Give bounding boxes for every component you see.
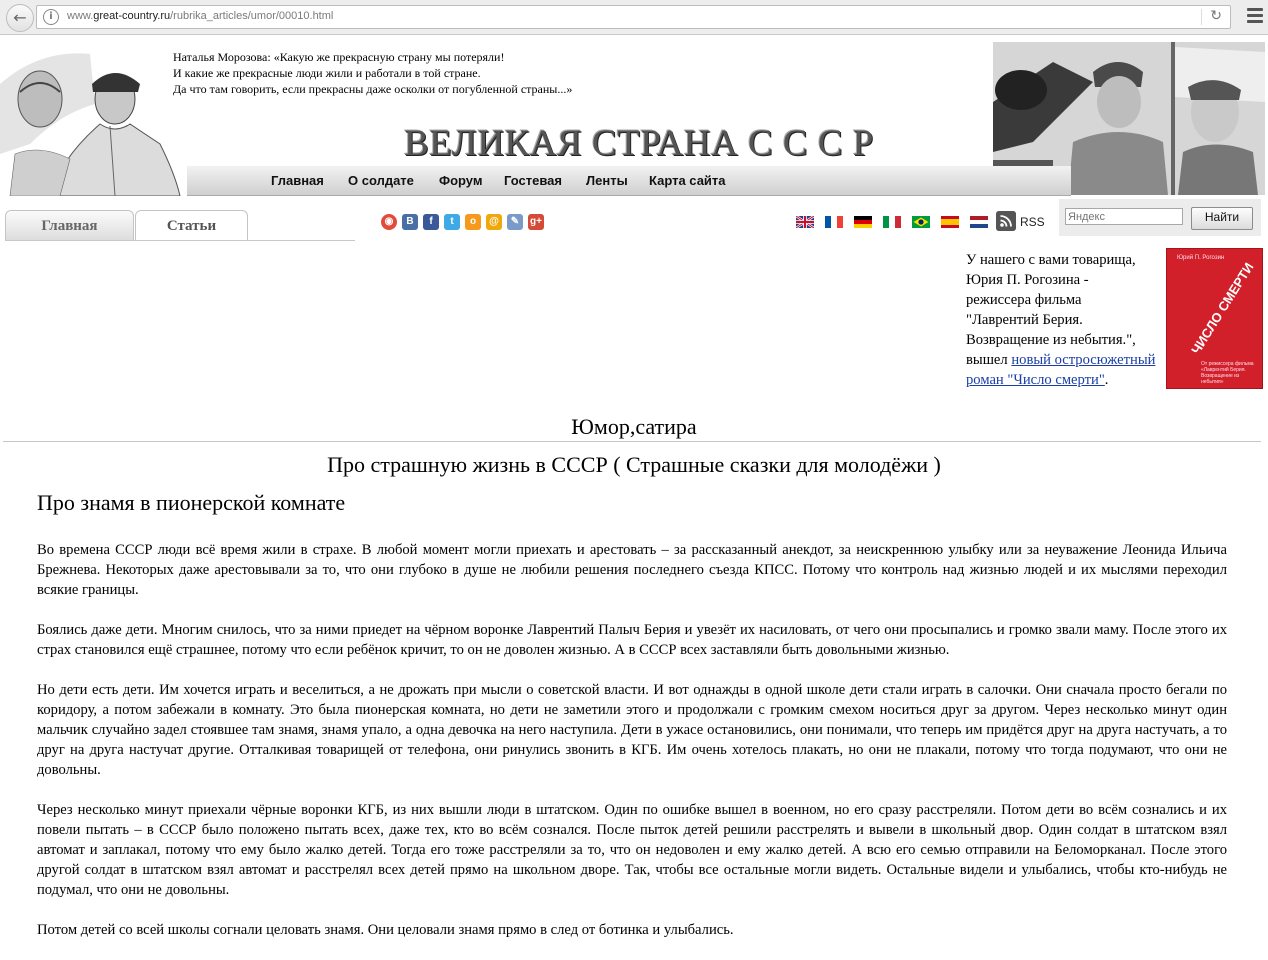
search-button[interactable]: Найти <box>1191 207 1253 230</box>
book-subtitle: От режиссера фильма «Лаврентий Берия. Возвращение из небытия» <box>1201 361 1254 385</box>
book-link[interactable]: новый остросюжетный роман "Число смерти" <box>966 352 1156 388</box>
nav-sitemap[interactable]: Карта сайта <box>649 173 726 188</box>
flag-de-icon[interactable] <box>854 216 872 228</box>
googleplus-icon[interactable]: g+ <box>528 214 544 230</box>
flag-en-icon[interactable] <box>796 216 814 228</box>
article-title: Про страшную жизнь в СССР ( Страшные сказки для молодёжи ) <box>327 452 941 477</box>
promo-end: . <box>1104 372 1109 388</box>
url-divider <box>1201 9 1202 25</box>
rss-label[interactable]: RSS <box>1020 215 1045 229</box>
info-icon[interactable]: i <box>43 9 59 25</box>
tab-home[interactable]: Главная <box>5 210 134 241</box>
flag-fr-icon[interactable] <box>825 216 843 228</box>
reload-icon[interactable]: ↻ <box>1210 8 1222 24</box>
site-title: ВЕЛИКАЯ СТРАНА С С С Р <box>404 123 874 164</box>
nav-guestbook[interactable]: Гостевая <box>504 173 562 188</box>
nav-forum[interactable]: Форум <box>439 173 483 188</box>
flag-it-icon[interactable] <box>883 216 901 228</box>
search-input[interactable] <box>1065 208 1183 225</box>
article-subtitle: Про знамя в пионерской комнате <box>37 490 346 515</box>
flag-es-icon[interactable] <box>941 216 959 228</box>
paragraph: Потом детей со всей школы согнали целовать знамя. Они целовали знамя прямо в след от ботинка и улыбались. <box>37 922 734 938</box>
paragraph: Но дети есть дети. Им хочется играть и веселиться, а не дрожать при мысли о советской власти. И вот однажды в одной школе дети стали играть в салочки. Они сначала просто бегали по коридору, а потом забежали в комнату. Это была пионерская комната, но дети не заметили этого и продолжали с громким смехом носиться друг за другом. Через несколько минут один мальчик случайно задел стоявшее там знамя, знамя упало, а одна девочка на него наступила. Дети в ужасе остановились, они понимали, что теперь им придётся друг на друга настучать, а то друг на друга настучат другие. Отталкивая товарищей от телефона, они ринулись звонить в КГБ. Им очень хотелось плакать, но они не плакали, потому что тогда подумают, что они не довольны. <box>37 682 1227 778</box>
divider <box>3 441 1261 442</box>
quote-line: Наталья Морозова: «Какую же прекрасную страну мы потеряли! <box>173 50 505 64</box>
twitter-icon[interactable]: t <box>444 214 460 230</box>
flag-nl-icon[interactable] <box>970 216 988 228</box>
tab-articles[interactable]: Статьи <box>135 210 248 241</box>
section-title: Юмор,сатира <box>571 414 697 439</box>
back-arrow-icon[interactable]: ← <box>6 4 34 32</box>
hamburger-menu-icon[interactable] <box>1247 8 1263 24</box>
paragraph: Через несколько минут приехали чёрные воронки КГБ, из них вышли люди в штатском. Один по ошибке вышел в военном, но его сразу расстреляли. Потом дети во всём сознались и их повели пытать – в СССР было положено пытать всех, даже тех, кто во всём сознался. После пыток детей решили расстрелять и вывели в школьный двор. Один солдат в штатском взял автомат и заплакал, потому что ему было жалко детей. Тогда его тоже расстреляли за то, что он недоволен и ему жалко детей. А всю его семью отправили на Беломорканал. После этого другой солдат в штатском взял автомат и расстрелял всех детей прямо на школьном дворе. Так, чтобы все остальные могли видеть. Остальные видели и улыбались, чтобы кто-нибудь не подумал, что они не довольны. <box>37 802 1227 898</box>
browser-toolbar <box>0 0 1268 35</box>
odnoklassniki-icon[interactable]: o <box>465 214 481 230</box>
livejournal-icon[interactable]: ✎ <box>507 214 523 230</box>
book-cover-image[interactable] <box>1166 248 1263 389</box>
book-title: ЧИСЛО СМЕРТИ <box>1188 259 1257 357</box>
header-quote <box>173 49 572 97</box>
moikrug-icon[interactable]: ◉ <box>381 214 397 230</box>
mailru-icon[interactable]: @ <box>486 214 502 230</box>
nav-home[interactable]: Главная <box>271 173 324 188</box>
vk-icon[interactable]: B <box>402 214 418 230</box>
main-navigation <box>187 166 1071 196</box>
facebook-icon[interactable]: f <box>423 214 439 230</box>
quote-line: Да что там говорить, если прекрасны даже осколки от погубленной страны...» <box>173 82 573 96</box>
quote-line: И какие же прекрасные люди жили и работали в той стране. <box>173 66 481 80</box>
book-promo-text <box>966 250 1156 390</box>
nav-feeds[interactable]: Ленты <box>586 173 628 188</box>
book-author: Юрий П. Рогозин <box>1177 255 1225 261</box>
nav-about-soldier[interactable]: О солдате <box>348 173 414 188</box>
url-text[interactable]: www.great-country.ru/rubrika_articles/umor/00010.html <box>67 10 334 22</box>
address-bar[interactable] <box>36 5 1231 29</box>
tab-baseline <box>5 240 355 241</box>
paragraph: Боялись даже дети. Многим снилось, что за ними приедет на чёрном воронке Лаврентий Палыч Берия и увезёт их насиловать, от чего они просыпались и громко звали маму. После этого их страх становился ещё страшнее, потому что если ребёнок кричит, то он не доволен жизнью. А в СССР всех заставляли быть довольными жизнью. <box>37 622 1227 658</box>
paragraph: Во времена СССР люди всё время жили в страхе. В любой момент могли приехать и арестовать – за рассказанный анекдот, за неискреннюю улыбку или за неуважение Леонида Ильича Брежнева. Некоторых даже арестовывали за то, что они глубоко в душе не любили решения последнего съезда КПСС. Потому что контроль над жизнью людей и их мыслями переходил всякие границы. <box>37 542 1227 598</box>
flag-pt-icon[interactable] <box>912 216 930 228</box>
rss-icon[interactable] <box>996 211 1016 231</box>
article-body <box>37 540 1227 960</box>
promo-text: У нашего с вами товарища, Юрия П. Рогозина - режиссера фильма "Лаврентий Берия. Возвращение из небытия.", вышел <box>966 252 1136 368</box>
